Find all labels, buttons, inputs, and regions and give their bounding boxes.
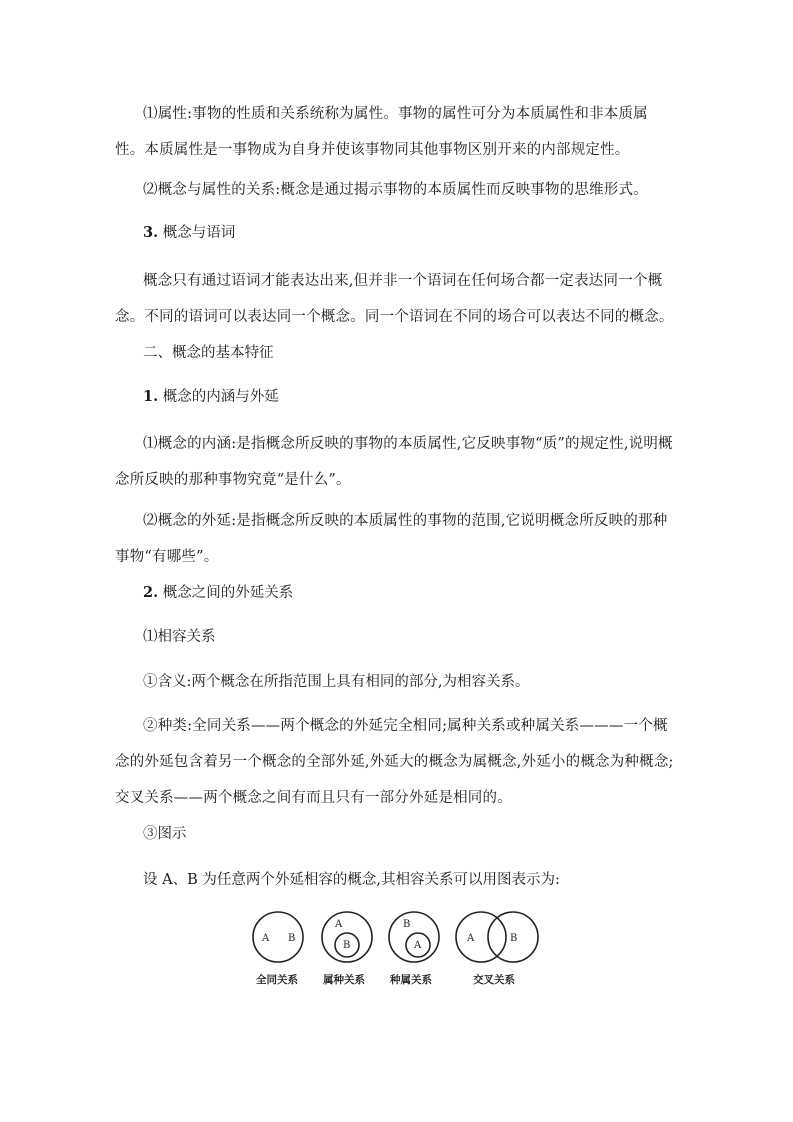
paragraph-meaning: ①含义:两个概念在所指范围上具有相同的部分,为相容关系。: [143, 674, 530, 690]
heading-text: 概念与语词: [162, 225, 236, 241]
paragraph-types: ②种类:全同关系——两个概念的外延完全相同;属种关系或种属关系———一个概念的外延包含着另一个概念的全部外延,外延大的概念为属概念,外延小的概念为种概念;交叉关系——两个概念之间有而且只有一部分外延是相同的。: [115, 718, 674, 806]
outer-circle: [389, 912, 439, 962]
heading-compatible-relation: ⑴相容关系: [143, 629, 216, 645]
paragraph-concept-words: 概念只有通过语词才能表达出来,但并非一个语词在任何场合都一定表达同一个概念。不同的语词可以表达同一个概念。同一个语词在不同的场合可以表达不同的概念。: [115, 273, 674, 325]
label-a: A: [414, 940, 422, 951]
label-b: B: [288, 933, 296, 944]
label-b: B: [403, 919, 411, 930]
caption-species-genus: 种属关系: [390, 974, 432, 986]
heading-extension-relations: [143, 581, 293, 605]
heading-number: 3.: [143, 224, 159, 241]
label-b: B: [510, 933, 518, 944]
heading-illustration: ③图示: [143, 826, 187, 842]
left-circle: [456, 912, 506, 962]
paragraph-intension: ⑴概念的内涵:是指概念所反映的事物的本质属性,它反映事物“质”的规定性,说明概念所反映的那种事物究竟“是什么”。: [115, 436, 673, 488]
heading-number: 2.: [143, 584, 159, 601]
section-heading-basic-features: 二、概念的基本特征: [143, 345, 274, 361]
heading-number: 1.: [143, 388, 159, 405]
caption-genus-species: 属种关系: [323, 974, 365, 986]
label-a: A: [262, 933, 270, 944]
heading-text: 概念之间的外延关系: [162, 585, 294, 601]
paragraph-attribute: ⑴属性:事物的性质和关系统称为属性。事物的属性可分为本质属性和非本质属性。本质属性是一事物成为自身并使该事物同其他事物区别开来的内部规定性。: [115, 106, 648, 158]
label-b: B: [343, 940, 351, 951]
identity-circle: [253, 912, 303, 962]
species-genus-relation-figure: [389, 912, 439, 962]
caption-cross: 交叉关系: [473, 974, 515, 986]
cross-relation-figure: [456, 912, 538, 962]
outer-circle: [322, 912, 372, 962]
paragraph-extension: ⑵概念的外延:是指概念所反映的本质属性的事物的范围,它说明概念所反映的那种事物“有哪些”。: [115, 513, 668, 565]
heading-concept-and-words: [143, 221, 235, 245]
heading-intension-extension: [143, 385, 279, 409]
genus-species-relation-figure: [322, 912, 372, 962]
caption-identity: 全同关系: [256, 974, 298, 986]
paragraph-diagram-intro: 设 A、B 为任意两个外延相容的概念,其相容关系可以用图表示为:: [143, 872, 560, 888]
paragraph-concept-attribute-relation: ⑵概念与属性的关系:概念是通过揭示事物的本质属性而反映事物的思维形式。: [143, 182, 648, 198]
label-a: A: [335, 919, 343, 930]
label-a: A: [467, 933, 475, 944]
compatible-relations-diagram: [248, 905, 548, 991]
heading-text: 概念的内涵与外延: [162, 389, 279, 405]
identity-relation-figure: [253, 912, 303, 962]
